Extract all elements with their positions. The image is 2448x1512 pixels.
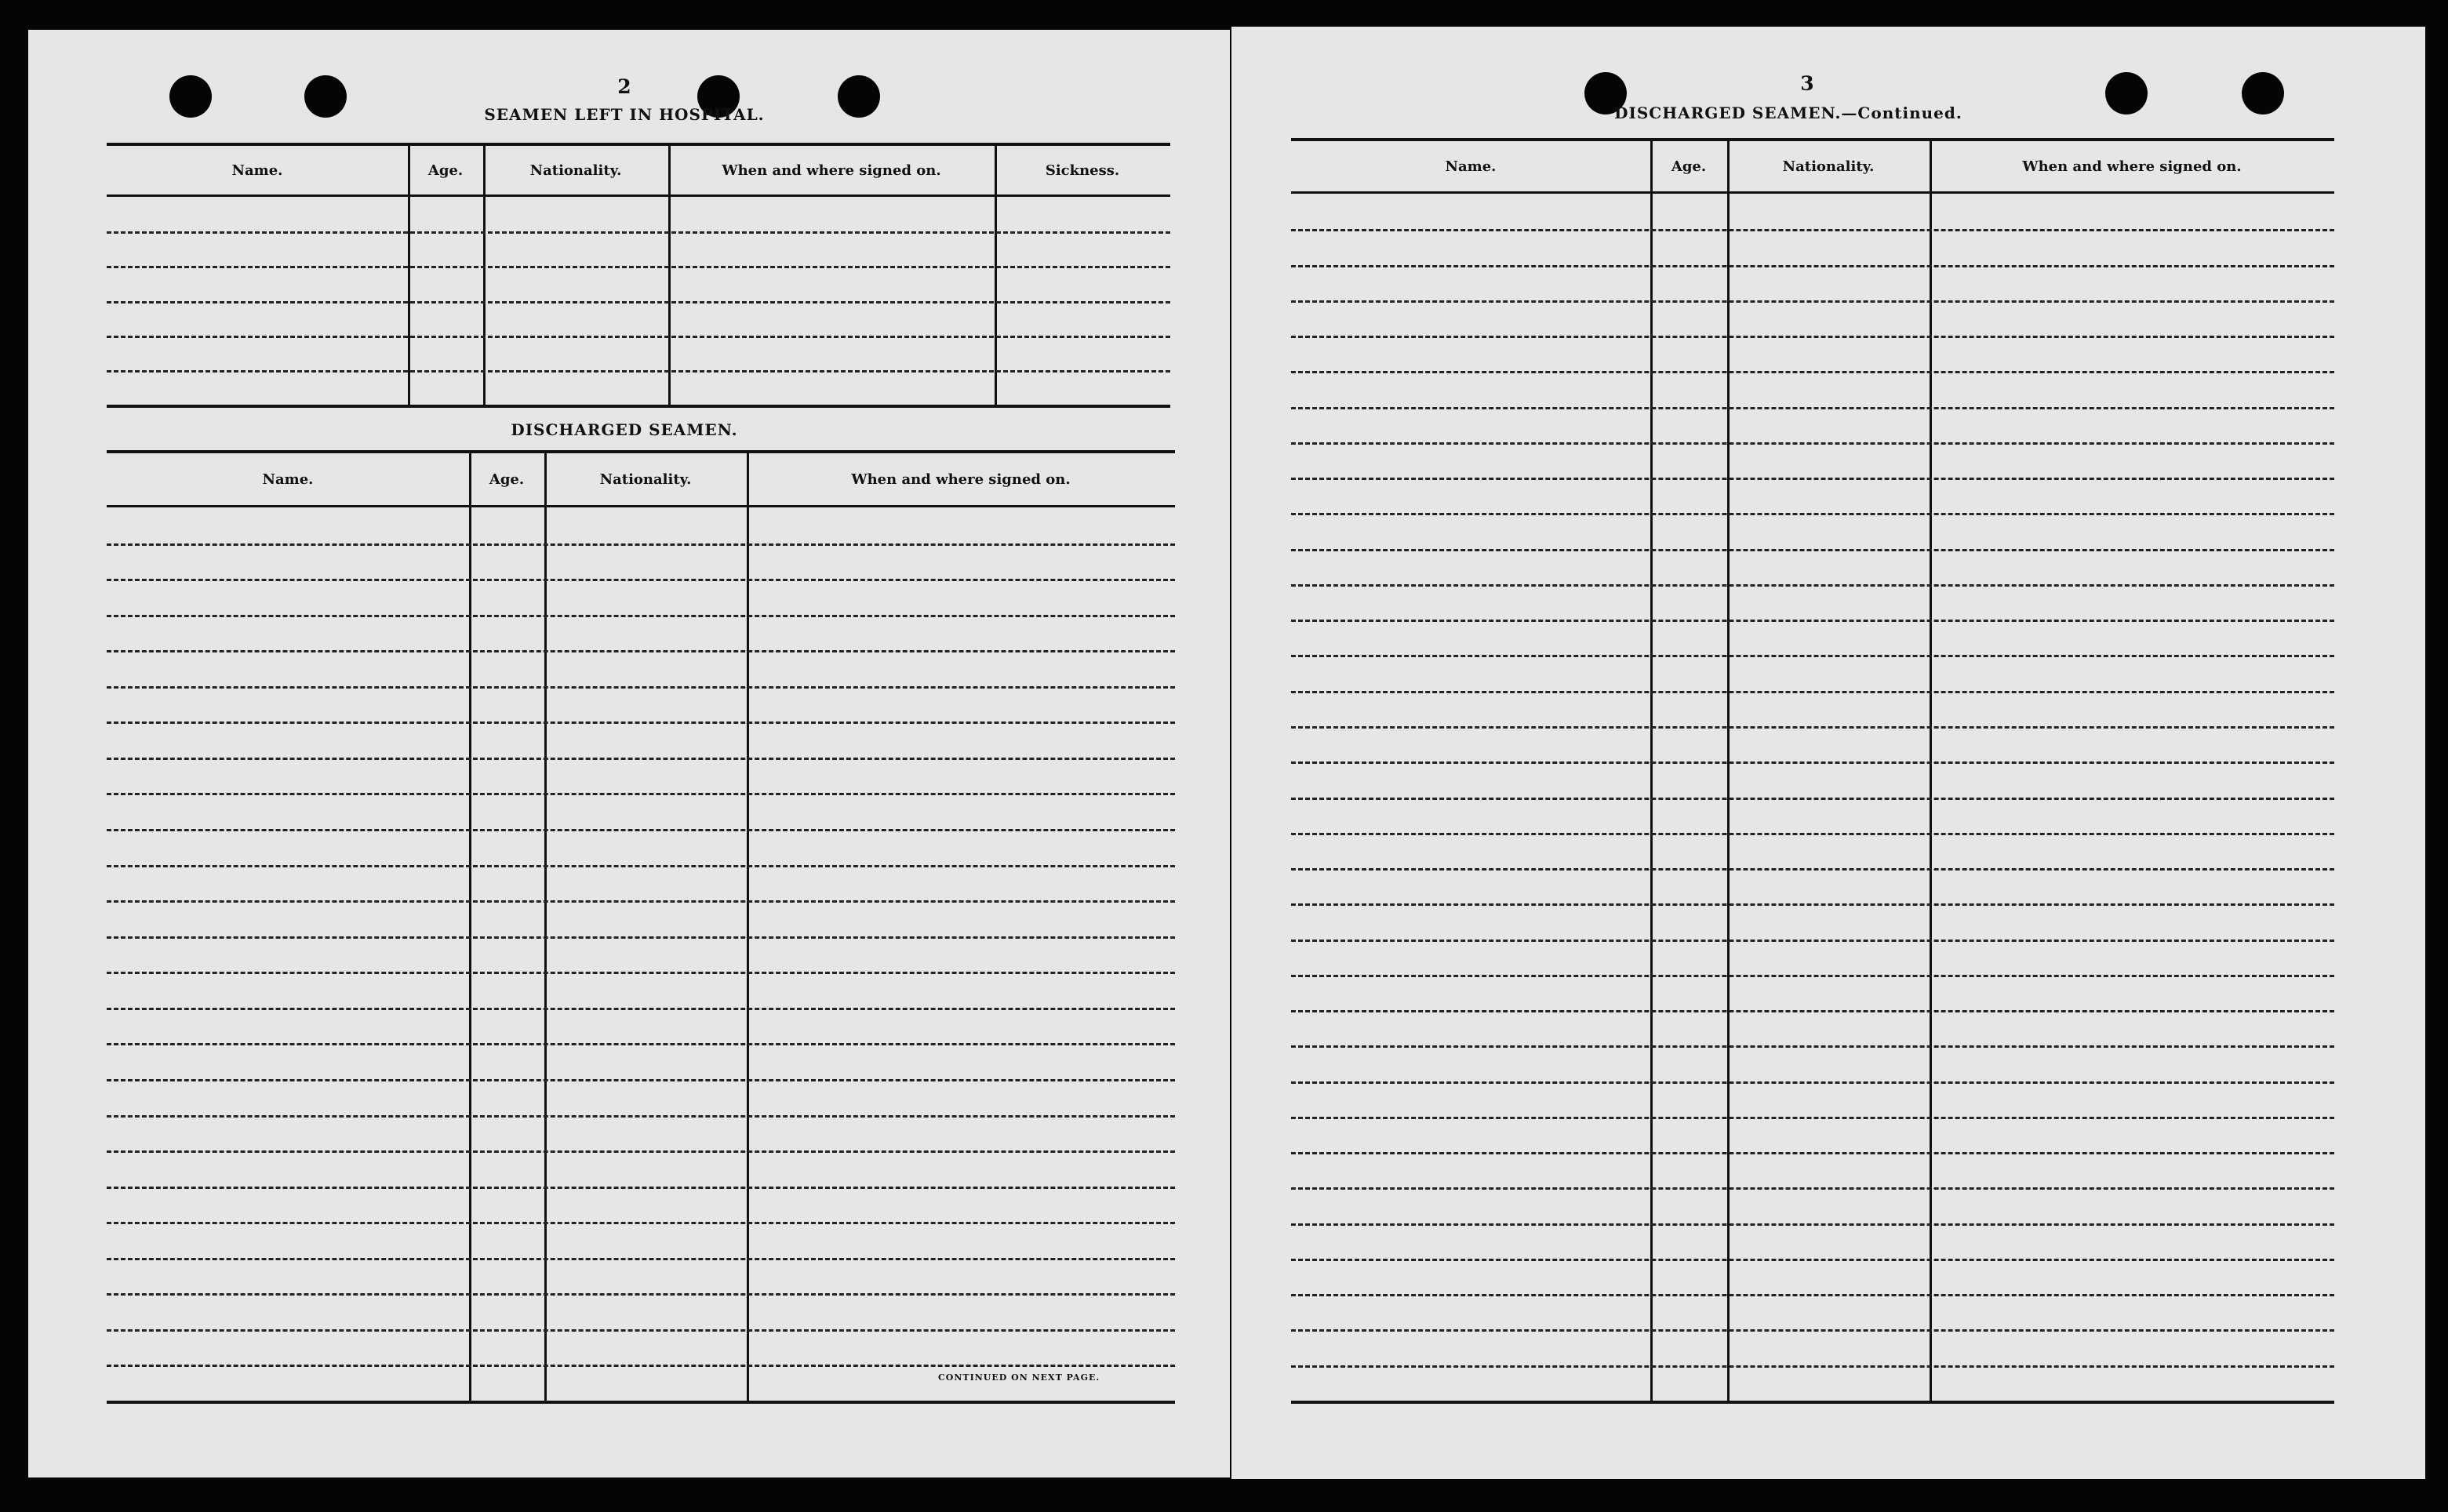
table-row	[107, 1115, 1175, 1118]
table-row	[1291, 691, 2334, 693]
table-row	[1291, 975, 2334, 977]
table-row	[1291, 940, 2334, 942]
table-row	[1291, 584, 2334, 587]
table-row	[1291, 336, 2334, 338]
table-row	[107, 1258, 1175, 1260]
table-row	[1291, 1187, 2334, 1190]
header-nationality: Nationality.	[599, 471, 692, 488]
header-nationality: Nationality.	[529, 162, 622, 179]
table-row	[107, 1150, 1175, 1153]
table-row	[1291, 798, 2334, 800]
table-row	[1291, 1223, 2334, 1226]
table-row	[107, 543, 1175, 546]
table-row	[1291, 1152, 2334, 1154]
discharged-continued-table	[1291, 138, 2334, 1404]
table-row	[107, 579, 1175, 581]
table-rows	[107, 507, 1175, 1401]
header-age: Age.	[427, 162, 464, 179]
table-row	[107, 231, 1170, 234]
hospital-table	[107, 143, 1170, 408]
header-when-where: When and where signed on.	[851, 471, 1071, 488]
table-row	[1291, 549, 2334, 551]
table-rows	[1291, 194, 2334, 1401]
header-age: Age.	[489, 471, 525, 488]
table-row	[107, 301, 1170, 303]
table-row	[107, 758, 1175, 760]
punch-hole	[2242, 72, 2284, 114]
table-rows	[107, 197, 1170, 405]
table-row	[107, 865, 1175, 867]
table-row	[1291, 1117, 2334, 1119]
table-row	[107, 336, 1170, 338]
left-page	[28, 30, 1230, 1477]
header-name: Name.	[231, 162, 283, 179]
section-title-discharged: DISCHARGED SEAMEN.	[511, 420, 738, 439]
section-title-discharged-continued: DISCHARGED SEAMEN.—Continued.	[1614, 104, 1962, 122]
table-row	[1291, 1045, 2334, 1048]
table-row	[1291, 513, 2334, 515]
table-row	[107, 1222, 1175, 1224]
table-row	[107, 686, 1175, 689]
discharged-table	[107, 450, 1175, 1404]
table-row	[1291, 1259, 2334, 1261]
table-header	[107, 453, 1175, 507]
table-row	[1291, 229, 2334, 231]
table-row	[1291, 300, 2334, 303]
table-row	[107, 370, 1170, 373]
table-row	[1291, 371, 2334, 373]
table-row	[1291, 833, 2334, 835]
table-header	[107, 146, 1170, 197]
table-row	[1291, 1294, 2334, 1296]
header-sickness: Sickness.	[1045, 162, 1120, 179]
table-header	[1291, 141, 2334, 194]
table-row	[107, 1079, 1175, 1081]
table-row	[107, 650, 1175, 652]
page-number: 2	[617, 75, 631, 98]
right-page	[1231, 27, 2425, 1479]
table-row	[1291, 265, 2334, 267]
header-when-where: When and where signed on.	[2022, 158, 2242, 175]
table-row	[107, 615, 1175, 617]
table-row	[1291, 655, 2334, 657]
table-row	[107, 1008, 1175, 1010]
table-row	[1291, 1081, 2334, 1084]
header-age: Age.	[1671, 158, 1707, 175]
header-name: Name.	[262, 471, 314, 488]
table-row	[1291, 1365, 2334, 1368]
table-row	[107, 1329, 1175, 1332]
table-row	[1291, 478, 2334, 480]
table-row	[107, 972, 1175, 974]
table-row	[107, 1365, 1175, 1367]
table-row	[1291, 1329, 2334, 1332]
header-nationality: Nationality.	[1782, 158, 1875, 175]
table-row	[1291, 442, 2334, 445]
table-row	[1291, 620, 2334, 622]
table-row	[1291, 407, 2334, 409]
table-row	[107, 266, 1170, 268]
header-name: Name.	[1445, 158, 1497, 175]
table-row	[1291, 903, 2334, 906]
page-number: 3	[1800, 72, 1814, 95]
table-row	[107, 936, 1175, 939]
continued-note: CONTINUED ON NEXT PAGE.	[938, 1372, 1100, 1383]
header-when-where: When and where signed on.	[722, 162, 941, 179]
table-row	[107, 1187, 1175, 1189]
table-row	[1291, 761, 2334, 764]
table-row	[1291, 1010, 2334, 1012]
punch-hole	[2105, 72, 2148, 114]
section-title-hospital: SEAMEN LEFT IN HOSPITAL.	[484, 105, 765, 124]
table-row	[1291, 868, 2334, 870]
table-row	[1291, 726, 2334, 729]
table-row	[107, 1293, 1175, 1296]
table-row	[107, 721, 1175, 724]
table-row	[107, 1043, 1175, 1045]
table-row	[107, 900, 1175, 903]
punch-hole	[169, 75, 212, 118]
punch-hole	[304, 75, 347, 118]
table-row	[107, 829, 1175, 831]
table-row	[107, 793, 1175, 795]
